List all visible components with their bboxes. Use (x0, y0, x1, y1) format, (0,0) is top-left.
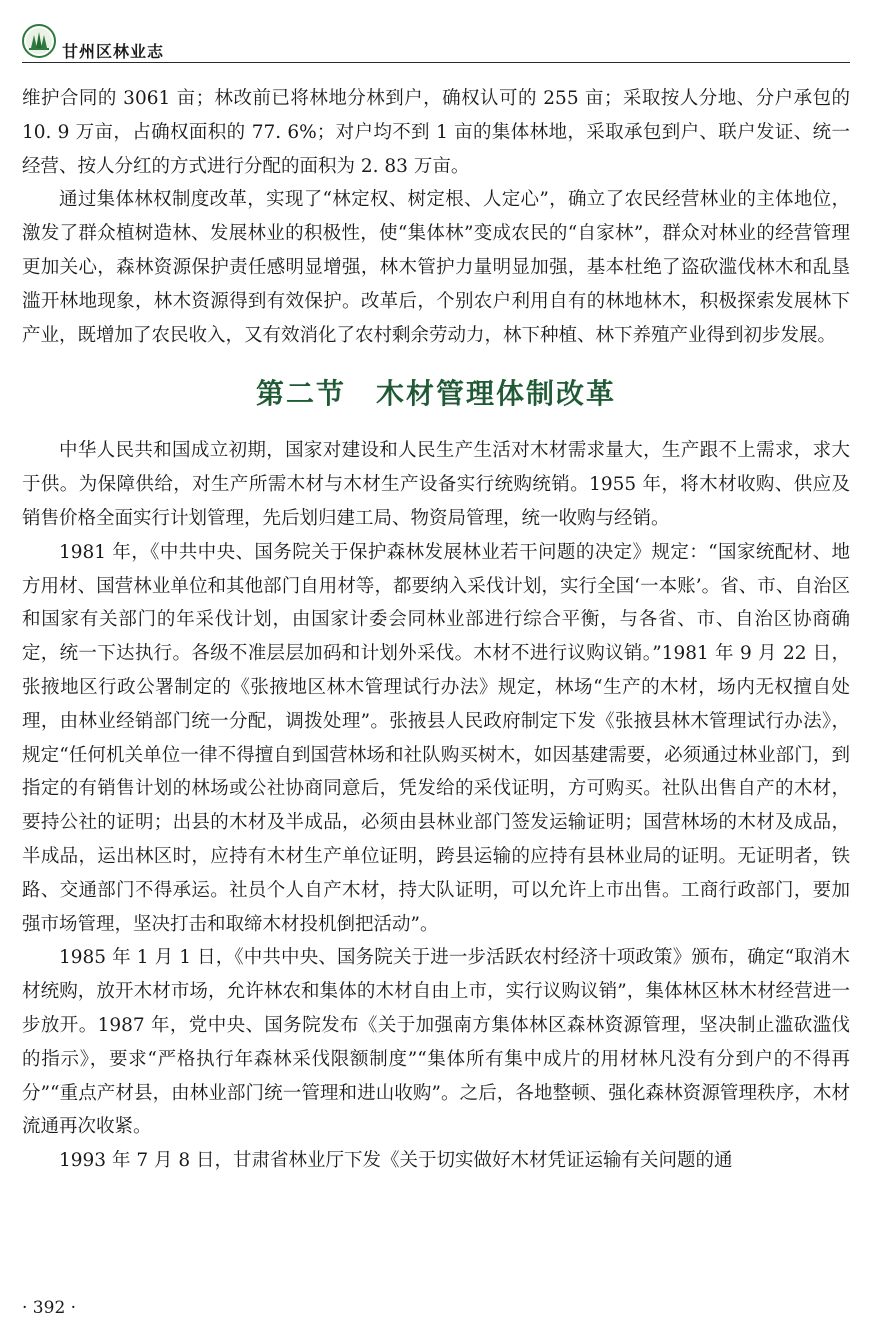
paragraph: 1985 年 1 月 1 日，《中共中央、国务院关于进一步活跃农村经济十项政策》颁布，确定“取消木材统购，放开木材市场，允许林农和集体的木材自由上市，实行议购议销”，集体林区林木材经营进一步放开。1987 年，党中央、国务院发布《关于加强南方集体林区森林资源管理，坚决制止滥砍滥伐的指示》，要求“严格执行年森林采伐限额制度”“集体所有集中成片的用材林凡没有分到户的不得再分”“重点产材县，由林业部门统一管理和进山收购”。之后，各地整顿、强化森林资源管理秩序，木材流通再次收紧。 (22, 947, 850, 1138)
paragraph: 通过集体林权制度改革，实现了“林定权、树定根、人定心”，确立了农民经营林业的主体地位，激发了群众植树造林、发展林业的积极性，使“集体林”变成农民的“自家林”，群众对林业的经营管理更加关心，森林资源保护责任感明显增强，林木管护力量明显加强，基本杜绝了盗砍滥伐林木和乱垦滥开林地现象，林木资源得到有效保护。改革后，个别农户利用自有的林地林木，积极探索发展林下产业，既增加了农民收入，又有效消化了农村剩余劳动力，林下种植、林下养殖产业得到初步发展。 (22, 189, 850, 346)
page-body (22, 82, 850, 1178)
book-title: 甘州区林业志 (62, 42, 165, 61)
paragraph: 中华人民共和国成立初期，国家对建设和人民生产生活对木材需求量大，生产跟不上需求，求大于供。为保障供给，对生产所需木材与木材生产设备实行统购统销。1955 年，将木材收购、供应及销售价格全面实行计划管理，先后划归建工局、物资局管理，统一收购与经销。 (22, 440, 850, 529)
forest-logo-icon (22, 24, 56, 58)
paragraph: 1993 年 7 月 8 日，甘肃省林业厅下发《关于切实做好木材凭证运输有关问题的通 (59, 1150, 733, 1172)
page-number: · 392 · (22, 1298, 77, 1318)
header-divider (22, 62, 850, 63)
section-title: 第二节 木材管理体制改革 (255, 377, 616, 411)
page-header (22, 24, 850, 64)
paragraph: 维护合同的 3061 亩；林改前已将林地分林到户，确权认可的 255 亩；采取按人分地、分户承包的 10. 9 万亩，占确权面积的 77. 6%；对户均不到 1 亩的集体林地，采取承包到户、联户发证、统一经营、按人分红的方式进行分配的面积为 2. 83 万亩。 (22, 88, 850, 177)
paragraph: 1981 年，《中共中央、国务院关于保护森林发展林业若干问题的决定》规定：“国家统配材、地方用材、国营林业单位和其他部门自用材等，都要纳入采伐计划，实行全国‘一本账’。省、市、自治区和国家有关部门的年采伐计划，由国家计委会同林业部进行综合平衡，与各省、市、自治区协商确定，统一下达执行。各级不准层层加码和计划外采伐。木材不进行议购议销。”1981 年 9 月 22 日，张掖地区行政公署制定的《张掖地区林木管理试行办法》规定，林场“生产的木材，场内无权擅自处理，由林业经销部门统一分配，调拨处理”。张掖县人民政府制定下发《张掖县林木管理试行办法》，规定“任何机关单位一律不得擅自到国营林场和社队购买树木，如因基建需要，必须通过林业部门，到指定的有销售计划的林场或公社协商同意后，凭发给的采伐证明，方可购买。社队出售自产的木材，要持公社的证明；出县的木材及半成品，必须由县林业部门签发运输证明；国营林场的木材及成品，半成品，运出林区时，应持有木材生产单位证明，跨县运输的应持有县林业局的证明。无证明者，铁路、交通部门不得承运。社员个人自产木材，持大队证明，可以允许上市出售。工商行政部门，要加强市场管理，坚决打击和取缔木材投机倒把活动”。 (22, 541, 850, 935)
